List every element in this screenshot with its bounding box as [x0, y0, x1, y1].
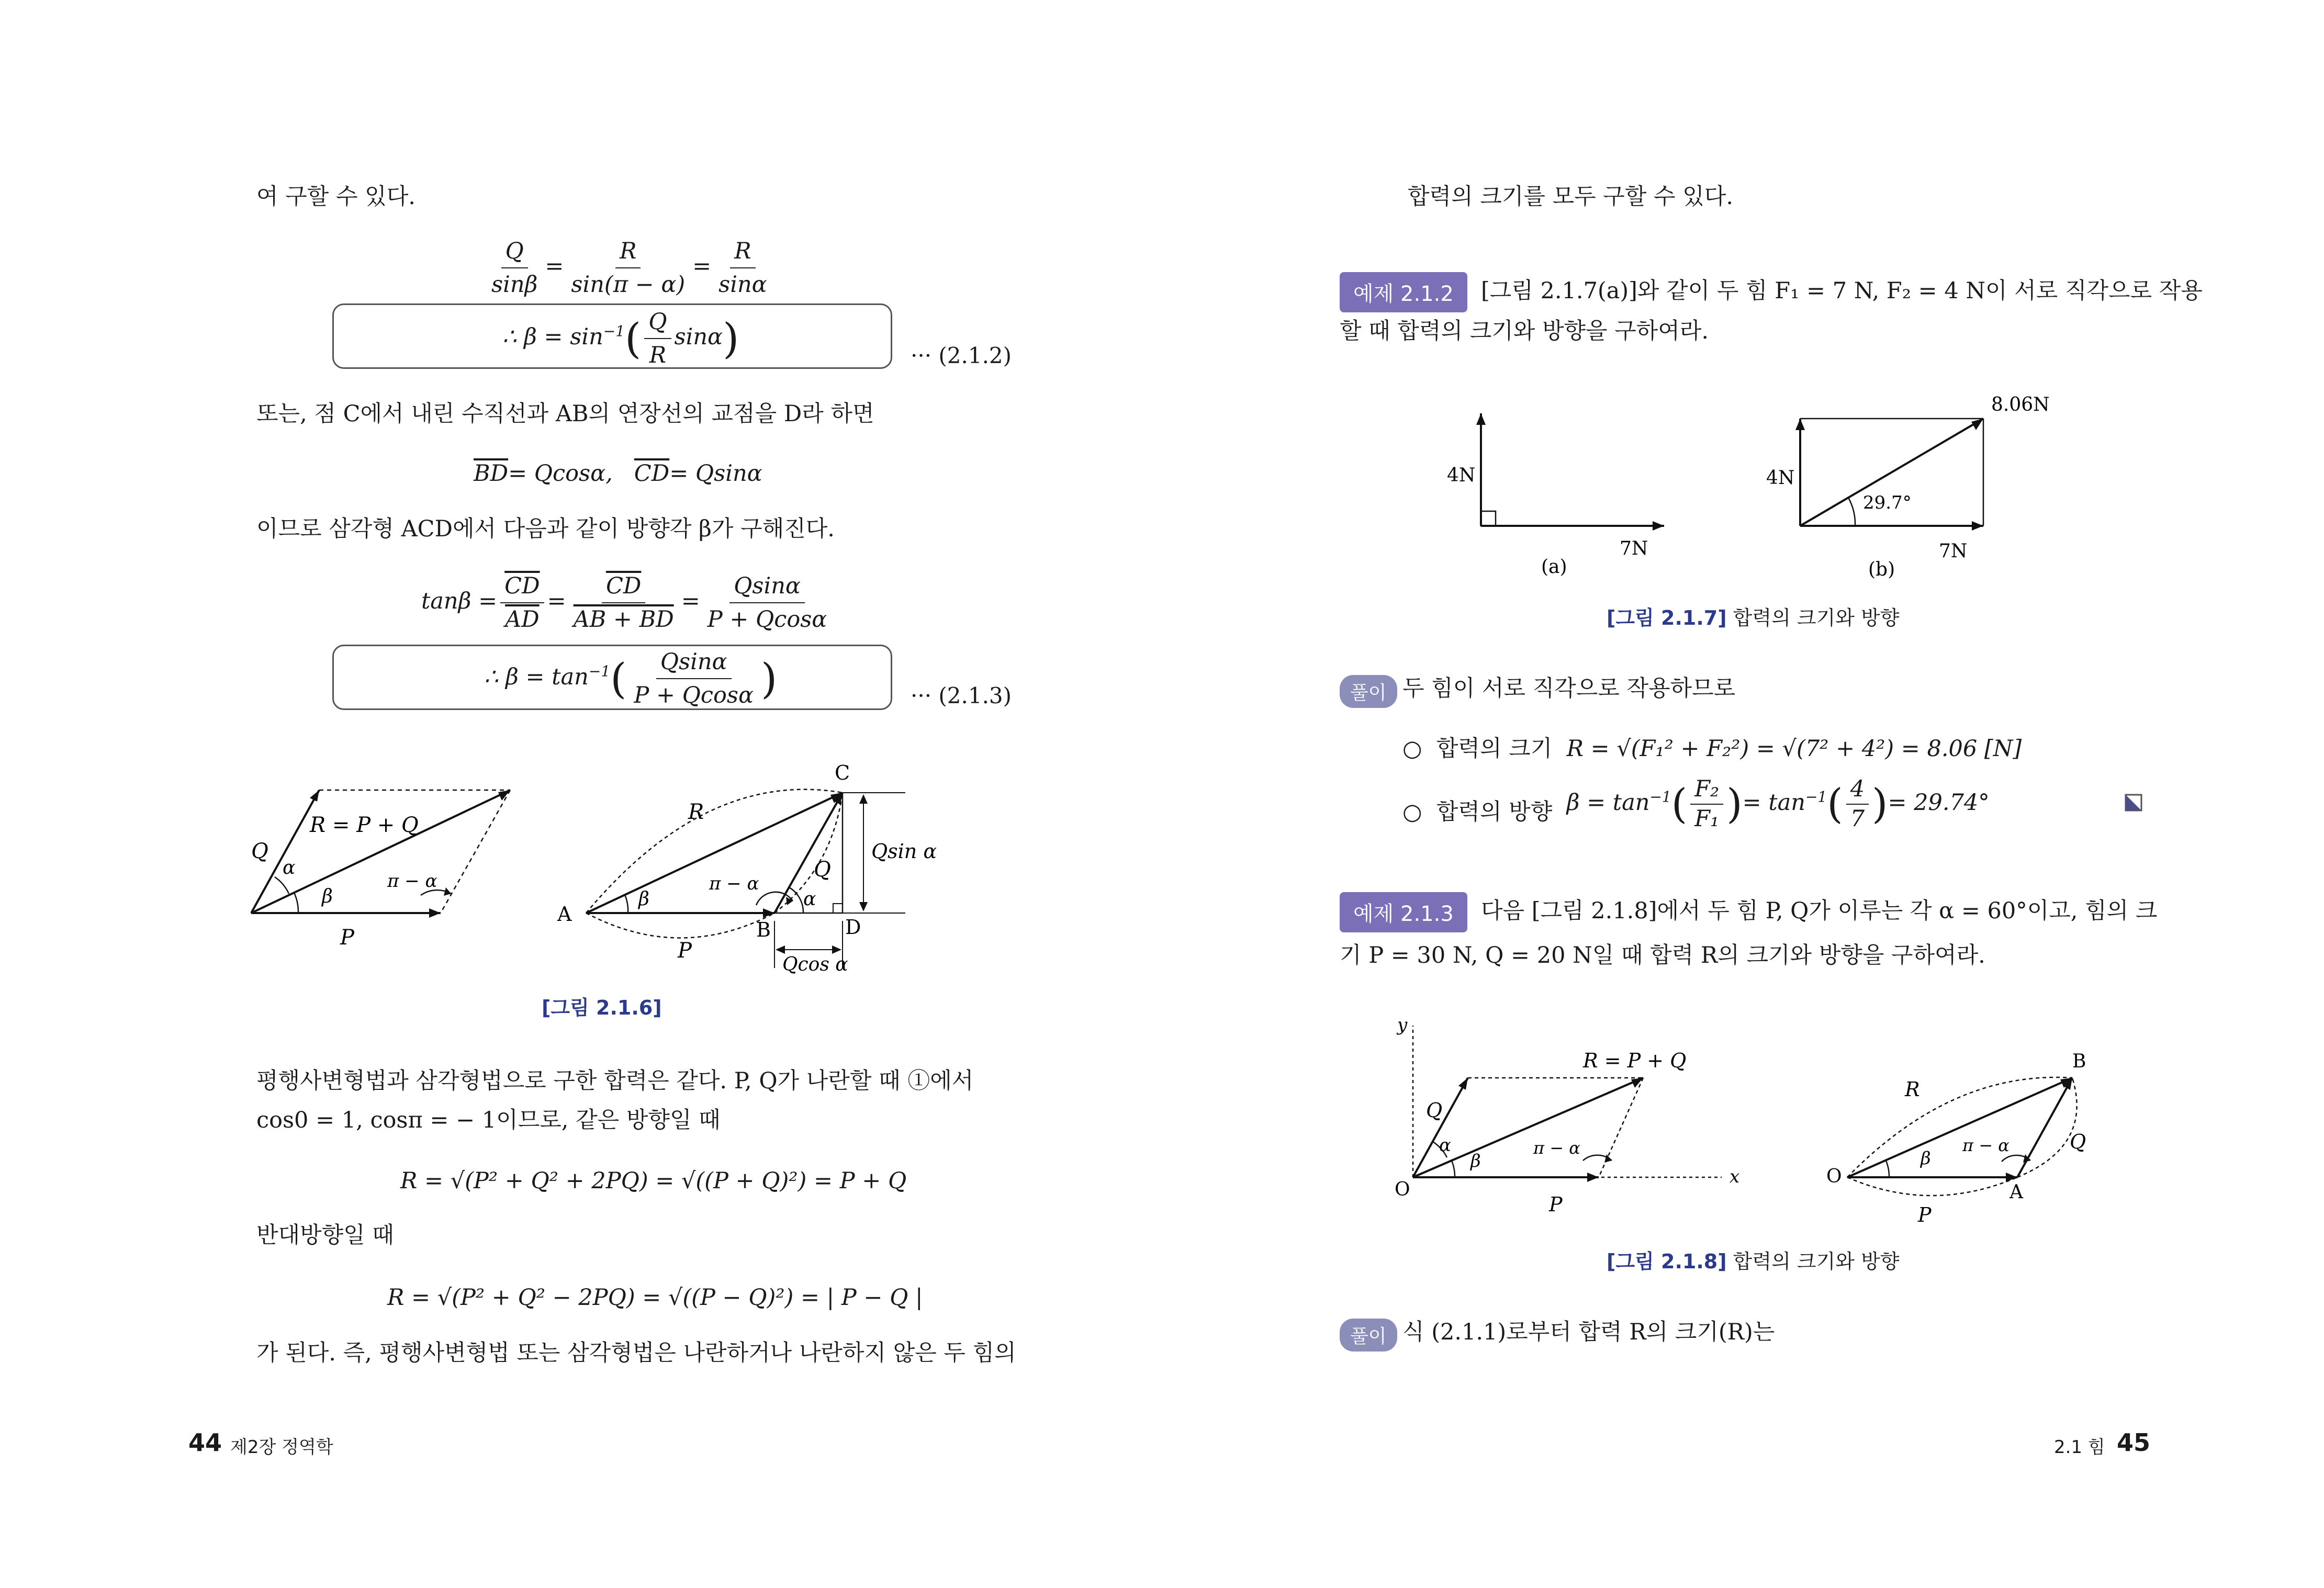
vector-q-1 [1413, 1078, 1468, 1177]
label-q-1: Q [1426, 1099, 1443, 1122]
equation-opposite-direction: R = √(P² + Q² − 2PQ) = √((P − Q)²) = | P − Q | [387, 1285, 923, 1311]
solution-2-tag: 풀이 [1340, 1319, 1397, 1352]
arc-beta [294, 893, 298, 913]
label-7n-a: 7N [1620, 538, 1648, 559]
label-q-b: Q [814, 858, 831, 882]
equation-bd-cd: $\overline{BD}= Qcos\alpha$, $\overline{CD}= Qsin\alpha$ [474, 460, 762, 487]
label-b-2: B [2072, 1051, 2086, 1072]
label-resultant-b: 8.06N [1991, 394, 2050, 415]
equation-number-2-1-2: ··· (2.1.2) [911, 343, 1012, 368]
point-c: C [835, 761, 850, 784]
label-p-2: P [1918, 1203, 1932, 1226]
vector-r-2 [1847, 1078, 2072, 1177]
label-q: Q [251, 839, 268, 863]
left-text-para3: 이므로 삼각형 ACD에서 다음과 같이 방향각 β가 구해진다. [256, 516, 835, 542]
label-r-2: R [1905, 1078, 1920, 1101]
vector-q-2 [2017, 1078, 2072, 1177]
equation-2-1-3: ∴ $\beta = \tan^{-1}$( $\frac{Qsin\alpha}{P + Qcos\alpha}$ ) [484, 649, 778, 708]
left-text-line1: 여 구할 수 있다. [256, 184, 416, 210]
label-tag-b: (b) [1868, 559, 1895, 580]
vector-r-1 [1413, 1078, 1643, 1177]
label-4n-b: 4N [1766, 467, 1795, 489]
example-2-1-2-line1: [그림 2.1.7(a)]와 같이 두 힘 F₁ = 7 N, F₂ = 4 N이 서로 직각으로 작용 [1481, 278, 2203, 304]
solution-1-tag: 풀이 [1340, 675, 1397, 708]
end-of-solution-icon [2125, 794, 2142, 812]
label-pi-alpha-b: π − α [709, 873, 759, 894]
example-2-1-3-line1: 다음 [그림 2.1.8]에서 두 힘 P, Q가 이루는 각 α = 60°이고, 힘의 크 [1481, 898, 2158, 924]
label-pi-alpha: π − α [387, 871, 437, 892]
label-qcos: Qcos α [782, 954, 848, 975]
example-2-1-3-tag: 예제 2.1.3 [1340, 892, 1467, 932]
example-2-1-3-line2: 기 P = 30 N, Q = 20 N일 때 합력 R의 크기와 방향을 구하여라. [1340, 942, 1985, 968]
left-text-para2: 또는, 점 C에서 내린 수직선과 AB의 연장선의 교점을 D라 하면 [256, 401, 874, 427]
dashed-curve-bottom [586, 913, 774, 938]
label-a-2: A [2009, 1181, 2023, 1203]
label-beta-2: β [1921, 1148, 1931, 1169]
figure-2-1-6-caption: [그림 2.1.6] [542, 996, 662, 1019]
label-alpha-b: α [803, 888, 816, 910]
point-b: B [756, 918, 771, 941]
vector-r [251, 790, 510, 913]
example-2-1-2-line2: 할 때 합력의 크기와 방향을 구하여라. [1340, 318, 1709, 344]
figure-2-1-8-caption: [그림 2.1.8] 합력의 크기와 방향 [1607, 1250, 1900, 1273]
footer-section: 2.1 힘 [2054, 1437, 2105, 1458]
right-text-line1: 합력의 크기를 모두 구할 수 있다. [1408, 184, 1734, 210]
example-2-1-2-tag: 예제 2.1.2 [1340, 272, 1467, 312]
label-beta-b: β [638, 888, 649, 910]
left-text-para4b: cos0 = 1, cosπ = − 1이므로, 같은 방향일 때 [256, 1107, 721, 1133]
equation-number-2-1-3: ··· (2.1.3) [911, 683, 1012, 708]
figure-2-1-6-b [549, 761, 947, 984]
label-pi-alpha-1: π − α [1533, 1138, 1580, 1158]
label-beta: β [322, 886, 333, 907]
label-p: P [340, 926, 354, 950]
figure-2-1-6-a [246, 774, 539, 952]
label-p-1: P [1549, 1193, 1563, 1216]
equation-2-1-2-ratio: $\frac{Q}{\sin\beta}$ = $\frac{R}{\sin(\pi - \alpha)}$ = $\frac{R}{\sin\alpha}$ [491, 238, 767, 298]
solution-2-text: 식 (2.1.1)로부터 합력 R의 크기(R)는 [1402, 1319, 1775, 1345]
label-tag-a: (a) [1541, 556, 1567, 578]
solution-1-text: 두 힘이 서로 직각으로 작용하므로 [1402, 675, 1736, 702]
label-o-2: O [1826, 1166, 1842, 1187]
label-4n-a: 4N [1447, 465, 1476, 486]
label-angle-b: 29.7° [1863, 492, 1912, 513]
page-number-right: 45 [2117, 1428, 2151, 1457]
solution-1-item-2: ○ 합력의 방향 $\beta = \tan^{-1}$( $\frac{\text{F₂}}{\text{F₁}}$ )= $\tan^{-1}$( $\frac{4}{7}$ )= 29.74° [1402, 776, 1990, 832]
label-r: R = P + Q [310, 813, 419, 837]
label-r-b: R [688, 800, 704, 824]
solution-1-item-1: ○ 합력의 크기 R = √(F₁² + F₂²) = √(7² + 4²) = 8.06 [N] [1402, 736, 2022, 762]
label-r-1: R = P + Q [1583, 1049, 1687, 1072]
label-pi-alpha-2: π − α [1962, 1135, 2009, 1155]
label-7n-b: 7N [1939, 540, 1968, 562]
point-d: D [845, 916, 861, 939]
equation-2-1-2: ∴ $\beta = \sin^{-1}$( $\frac{Q}{R}$ sinα) [502, 309, 739, 368]
left-text-para5: 반대방향일 때 [256, 1222, 394, 1248]
arc-alpha [275, 877, 289, 894]
label-y: y [1397, 1015, 1408, 1035]
label-o-1: O [1395, 1179, 1410, 1200]
left-text-para4a: 평행사변형법과 삼각형법으로 구한 합력은 같다. P, Q가 나란할 때 ①에서 [256, 1068, 974, 1094]
label-x: x [1730, 1166, 1740, 1187]
label-alpha: α [283, 857, 296, 879]
label-qsin: Qsin α [871, 840, 937, 863]
footer-chapter: 제2장 정역학 [230, 1437, 333, 1458]
label-beta-1: β [1470, 1151, 1481, 1172]
figure-2-1-7-caption: [그림 2.1.7] 합력의 크기와 방향 [1607, 606, 1900, 629]
label-q-2: Q [2070, 1130, 2086, 1153]
label-p-b: P [678, 939, 692, 963]
figure-2-1-7 [1434, 387, 2072, 586]
figure-2-1-8 [1382, 1015, 2130, 1230]
page-number-left: 44 [188, 1428, 222, 1457]
dashed-right [441, 790, 510, 913]
left-text-para6: 가 된다. 즉, 평행사변형법 또는 삼각형법은 나란하거나 나란하지 않은 두 힘의 [256, 1340, 1016, 1366]
equation-2-1-3-ratio: tanβ = $\frac{\overline{CD}}{AD}$ = $\frac{\overline{CD}}{AB + BD}$ = $\frac{Qsin\alpha}{P + Qcos\alpha}$ [421, 573, 827, 633]
point-a: A [557, 903, 572, 926]
label-alpha-1: α [1439, 1135, 1451, 1156]
equation-same-direction: R = √(P² + Q² + 2PQ) = √((P + Q)²) = P + Q [400, 1168, 907, 1194]
